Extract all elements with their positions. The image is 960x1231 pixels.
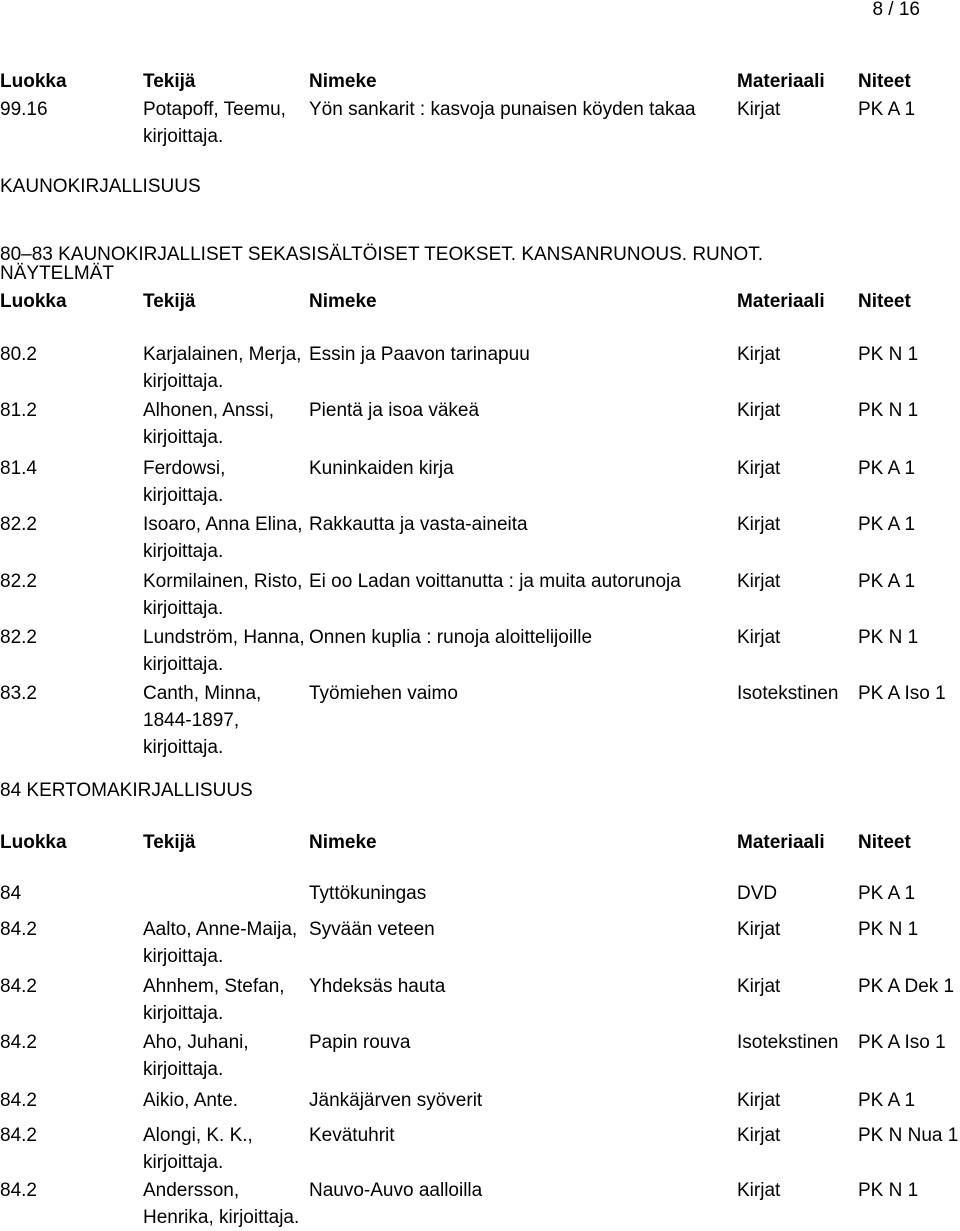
cell-tekija: Ferdowsi, kirjoittaja.	[143, 458, 226, 506]
cell-niteet: PK N Nua 1	[858, 1125, 959, 1146]
cell-materiaali: Isotekstinen	[737, 683, 839, 704]
cell-luokka: 84.2	[0, 1032, 37, 1053]
cell-tekija: Aalto, Anne-Maija, kirjoittaja.	[143, 919, 298, 967]
cell-nimeke: Työmiehen vaimo	[309, 683, 458, 704]
cell-nimeke: Pientä ja isoa väkeä	[309, 400, 480, 421]
cell-materiaali: DVD	[737, 883, 778, 904]
cell-nimeke: Jänkäjärven syöverit	[309, 1090, 483, 1111]
cell-luokka: 81.4	[0, 458, 37, 479]
cell-nimeke: Onnen kuplia : runoja aloittelijoille	[309, 627, 593, 648]
table-header	[0, 288, 960, 315]
table-row	[0, 397, 960, 448]
header-nimeke: Nimeke	[309, 832, 377, 853]
cell-luokka: 81.2	[0, 400, 37, 421]
header-niteet: Niteet	[858, 71, 911, 92]
table-row	[0, 96, 960, 147]
cell-niteet: PK A 1	[858, 99, 916, 120]
cell-niteet: PK A 1	[858, 1090, 916, 1111]
cell-luokka: 84.2	[0, 919, 37, 940]
cell-nimeke: Ei oo Ladan voittanutta : ja muita autorunoja	[309, 571, 681, 592]
cell-niteet: PK N 1	[858, 919, 919, 940]
table-row	[0, 1122, 960, 1173]
header-luokka: Luokka	[0, 71, 67, 92]
cell-nimeke: Essin ja Paavon tarinapuu	[309, 344, 530, 365]
cell-niteet: PK A Iso 1	[858, 683, 946, 704]
cell-luokka: 82.2	[0, 571, 37, 592]
cell-materiaali: Kirjat	[737, 344, 781, 365]
cell-materiaali: Kirjat	[737, 1125, 781, 1146]
cell-materiaali: Kirjat	[737, 571, 781, 592]
cell-nimeke: Yön sankarit : kasvoja punaisen köyden takaa	[309, 99, 696, 120]
cell-niteet: PK A 1	[858, 571, 916, 592]
header-niteet: Niteet	[858, 291, 911, 312]
cell-luokka: 84	[0, 883, 22, 904]
cell-materiaali: Kirjat	[737, 976, 781, 997]
cell-niteet: PK N 1	[858, 1180, 919, 1201]
table-header	[0, 829, 960, 856]
cell-tekija: Andersson, Henrika, kirjoittaja.	[143, 1180, 300, 1228]
cell-tekija: Canth, Minna, 1844-1897, kirjoittaja.	[143, 683, 262, 758]
cell-niteet: PK N 1	[858, 627, 919, 648]
header-luokka: Luokka	[0, 291, 67, 312]
cell-materiaali: Kirjat	[737, 400, 781, 421]
section-heading-kaunokirjallisuus: KAUNOKIRJALLISUUS	[0, 176, 201, 197]
cell-niteet: PK N 1	[858, 400, 919, 421]
cell-nimeke: Syvään veteen	[309, 919, 435, 940]
header-nimeke: Nimeke	[309, 71, 377, 92]
cell-luokka: 82.2	[0, 514, 37, 535]
header-tekija: Tekijä	[143, 832, 196, 853]
table-row	[0, 455, 960, 506]
table-row	[0, 680, 960, 758]
section-heading-80-83-cont: NÄYTELMÄT	[0, 263, 115, 284]
cell-materiaali: Kirjat	[737, 514, 781, 535]
table-row	[0, 973, 960, 1024]
table-row	[0, 1029, 960, 1080]
cell-tekija: Aikio, Ante.	[143, 1090, 239, 1111]
cell-niteet: PK A 1	[858, 883, 916, 904]
cell-niteet: PK A Dek 1	[858, 976, 955, 997]
cell-nimeke: Papin rouva	[309, 1032, 411, 1053]
cell-nimeke: Rakkautta ja vasta-aineita	[309, 514, 528, 535]
table-row	[0, 341, 960, 392]
cell-niteet: PK A 1	[858, 458, 916, 479]
cell-nimeke: Tyttökuningas	[309, 883, 427, 904]
table-row	[0, 511, 960, 562]
table-row	[0, 916, 960, 967]
header-materiaali: Materiaali	[737, 832, 825, 853]
cell-tekija: Ahnhem, Stefan, kirjoittaja.	[143, 976, 285, 1024]
cell-nimeke: Kevätuhrit	[309, 1125, 395, 1146]
cell-luokka: 82.2	[0, 627, 37, 648]
cell-niteet: PK A 1	[858, 514, 916, 535]
header-nimeke: Nimeke	[309, 291, 377, 312]
cell-tekija: Isoaro, Anna Elina, kirjoittaja.	[143, 514, 303, 562]
cell-nimeke: Kuninkaiden kirja	[309, 458, 454, 479]
cell-materiaali: Kirjat	[737, 99, 781, 120]
section-heading-80-83: 80–83 KAUNOKIRJALLISET SEKASISÄLTÖISET TEOKSET. KANSANRUNOUS. RUNOT.	[0, 244, 764, 265]
header-niteet: Niteet	[858, 832, 911, 853]
cell-materiaali: Kirjat	[737, 1180, 781, 1201]
cell-materiaali: Kirjat	[737, 458, 781, 479]
cell-luokka: 84.2	[0, 1090, 37, 1111]
header-tekija: Tekijä	[143, 291, 196, 312]
cell-niteet: PK N 1	[858, 344, 919, 365]
cell-tekija: Potapoff, Teemu, kirjoittaja.	[143, 99, 286, 147]
section-heading-84: 84 KERTOMAKIRJALLISUUS	[0, 780, 253, 801]
cell-tekija: Karjalainen, Merja, kirjoittaja.	[143, 344, 302, 392]
cell-niteet: PK A Iso 1	[858, 1032, 946, 1053]
cell-luokka: 84.2	[0, 1180, 37, 1201]
cell-tekija: Aho, Juhani, kirjoittaja.	[143, 1032, 249, 1080]
cell-luokka: 83.2	[0, 683, 37, 704]
table-row	[0, 568, 960, 619]
table-row	[0, 1177, 960, 1228]
cell-materiaali: Kirjat	[737, 1090, 781, 1111]
cell-materiaali: Kirjat	[737, 627, 781, 648]
page-number: 8 / 16	[872, 0, 920, 20]
cell-tekija: Kormilainen, Risto, kirjoittaja.	[143, 571, 303, 619]
table-row	[0, 880, 960, 907]
cell-tekija: Alhonen, Anssi, kirjoittaja.	[143, 400, 274, 448]
cell-materiaali: Kirjat	[737, 919, 781, 940]
cell-tekija: Lundström, Hanna, kirjoittaja.	[143, 627, 305, 675]
table-row	[0, 624, 960, 675]
cell-luokka: 84.2	[0, 976, 37, 997]
header-materiaali: Materiaali	[737, 291, 825, 312]
cell-tekija: Alongi, K. K., kirjoittaja.	[143, 1125, 253, 1173]
cell-luokka: 80.2	[0, 344, 37, 365]
cell-materiaali: Isotekstinen	[737, 1032, 839, 1053]
header-luokka: Luokka	[0, 832, 67, 853]
table-header	[0, 68, 960, 95]
cell-luokka: 84.2	[0, 1125, 37, 1146]
table-row	[0, 1087, 960, 1114]
cell-nimeke: Yhdeksäs hauta	[309, 976, 446, 997]
header-materiaali: Materiaali	[737, 71, 825, 92]
cell-nimeke: Nauvo-Auvo aalloilla	[309, 1180, 483, 1201]
cell-luokka: 99.16	[0, 99, 48, 120]
header-tekija: Tekijä	[143, 71, 196, 92]
